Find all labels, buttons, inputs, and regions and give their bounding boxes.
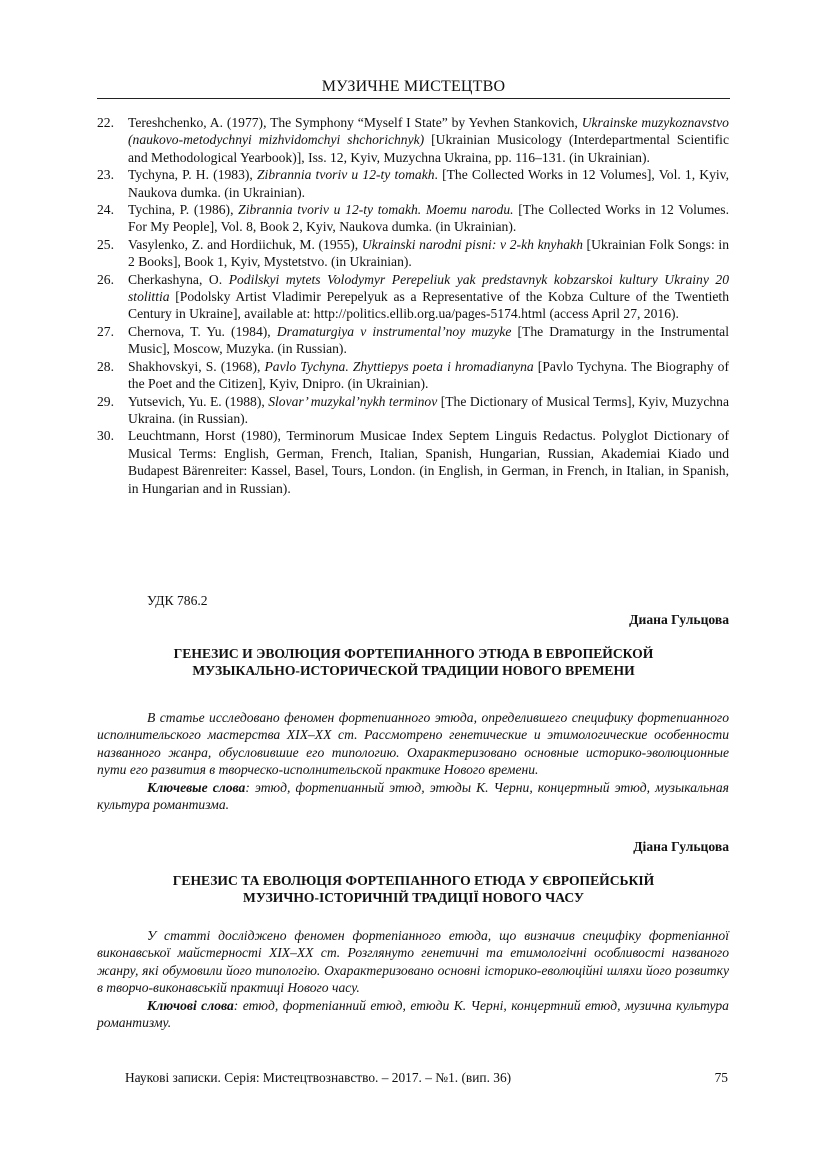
reference-text: [Pavlo Tychyna. The Biography of the Poet and the Citizen], Kyiv, Dnipro. (in Ukrainian).: [128, 358, 729, 392]
reference-text: Tereshchenko, A. (1977), The Symphony “Myself I State” by Yevhen Stankovich,: [128, 115, 582, 130]
reference-text: Tychyna, P. H. (1983),: [128, 167, 257, 183]
reference-title: Ukrainske muzykoznavstvo (naukovo-metodychnyi mizhvidomchyi shchorichnyk): [128, 115, 729, 148]
keywords-text: : этюд, фортепианный этюд, этюды К. Черни, концертный этюд, музыкальная культура романтизма.: [97, 779, 729, 813]
reference-title: Zibrannia tvoriv u 12-ty tomakh. Moemu narodu.: [238, 202, 514, 218]
page-footer: [125, 1070, 728, 1086]
abstract-ru: [97, 709, 729, 813]
journal-citation: Наукові записки. Серія: Мистецтвознавство. – 2017. – №1. (вип. 36): [125, 1070, 512, 1085]
reference-item: [97, 271, 729, 323]
reference-title: Ukrainski narodni pisni: v 2-kh knyhakh: [361, 236, 583, 252]
reference-item: [97, 393, 729, 428]
reference-item: [97, 166, 729, 201]
reference-title: Zibrannia tvoriv u 12-ty tomakh: [257, 167, 435, 183]
reference-text: . [The Collected Works in 12 Volumes], Vol. 1, Kyiv, Naukova dumka. (in Ukrainian).: [128, 167, 729, 200]
page-number: 75: [714, 1070, 728, 1085]
reference-item: [97, 323, 729, 358]
running-head: МУЗИЧНЕ МИСТЕЦТВО: [321, 78, 506, 95]
reference-text: [The Collected Works in 12 Volumes. For My People], Vol. 8, Book 2, Kyiv, Naukova dumka. (in Ukrainian).: [128, 202, 729, 235]
abstract-text: В статье исследовано феномен фортепианного этюда, определившего специфику фортепианного исполнительского мастерства XIX–XX ст. Рассмотрено генетические и этимологические особенности названного жанра, обусловившие его типологию. Охарактеризовано основные историко-эволюционные пути его развития в творческо-исполнительской практике Нового времени.: [97, 710, 729, 778]
reference-text: [The Dictionary of Musical Terms], Kyiv, Muzychna Ukraina. (in Russian).: [128, 393, 729, 426]
reference-text: Cherkashyna, O.: [128, 271, 229, 287]
reference-text: Yutsevich, Yu. E. (1988),: [128, 393, 269, 409]
title-line: ГЕНЕЗИС И ЭВОЛЮЦИЯ ФОРТЕПИАННОГО ЭТЮДА В ЕВРОПЕЙСКОЙ: [173, 646, 654, 661]
keywords-label: Ключевые слова: [147, 779, 246, 795]
reference-list: [97, 114, 729, 497]
title-line: МУЗИЧНО-ІСТОРИЧНІЙ ТРАДИЦІЇ НОВОГО ЧАСУ: [242, 890, 584, 906]
header-rule: [97, 98, 730, 99]
reference-number: 26.: [97, 271, 114, 287]
reference-text: Leuchtmann, Horst (1980), Terminorum Musicae Index Septem Linguis Redactus. Polyglot Dictionary of Musical Terms: English, German, French, Italian, Spanish, Hungarian, Russian, Akademiai Kiado und Budapest Bärenreiter: Kassel, Basel, Tours, London. (in English, in German, in French, in Italian, in Spanish, in Hungarian and in Russian).: [128, 428, 729, 496]
reference-number: 24.: [97, 202, 114, 218]
title-line: МУЗЫКАЛЬНО-ИСТОРИЧЕСКОЙ ТРАДИЦИИ НОВОГО ВРЕМЕНИ: [192, 663, 635, 679]
reference-item: [97, 201, 729, 236]
reference-text: [Ukrainian Folk Songs: in 2 Books], Book 1, Kyiv, Mystetstvo. (in Ukrainian).: [128, 236, 729, 270]
reference-number: 29.: [97, 393, 114, 409]
reference-number: 22.: [97, 115, 114, 130]
keywords-text: : етюд, фортепіанний етюд, етюди К. Черні, концертний етюд, музична культура романтизму.: [97, 997, 729, 1031]
reference-text: [Podolsky Artist Vladimir Perepelyuk as a Representative of the Kobza Culture of the Twentieth Century in Ukraine], available at: http://politics.ellib.org.ua/pages-5174.html (access April 27, 2016).: [128, 289, 729, 322]
reference-title: Pavlo Tychyna. Zhyttiepys poeta i hromadianyna: [264, 358, 534, 374]
udk-code: УДК 786.2: [147, 593, 208, 608]
reference-item: [97, 236, 729, 271]
reference-item: [97, 114, 729, 166]
article-title-ru: [97, 645, 730, 680]
reference-number: 30.: [97, 428, 114, 444]
reference-text: Chernova, T. Yu. (1984),: [128, 323, 277, 339]
reference-title: Slovar’ muzykal’nykh terminov: [268, 393, 438, 409]
reference-text: Shakhovskyi, S. (1968),: [128, 358, 265, 374]
abstract-text: У статті досліджено феномен фортепіанного етюда, що визначив специфіку фортепіанної виконавської майстерності XIX–XX ст. Розглянуто генетичні та етимологічні особливості названого жанру, які обумовили його типологію. Охарактеризовано основні історико-еволюційні шляхи його розвитку в творчо-виконавській практиці Нового часу.: [97, 928, 729, 996]
keywords-label: Ключові слова: [147, 997, 234, 1013]
reference-number: 28.: [97, 358, 114, 374]
keywords-paragraph: [97, 779, 729, 814]
author-name-uk: Діана Гульцова: [633, 839, 729, 854]
reference-title: Podilskyi mytets Volodymyr Perepeliuk yak predstavnyk kobzarskoi kultury Ukrainy 20 stolittia: [128, 271, 729, 305]
reference-text: [Ukrainian Musicology (Interdepartmental Scientific and Methodological Yearbook)], Iss. 12, Kyiv, Muzychna Ukraina, pp. 116–131. (in Ukrainian).: [128, 132, 729, 165]
title-line: ГЕНЕЗИС ТА ЕВОЛЮЦІЯ ФОРТЕПІАННОГО ЕТЮДА У ЄВРОПЕЙСЬКІЙ: [172, 873, 655, 888]
author-name-ru: Диана Гульцова: [629, 612, 729, 627]
reference-text: [The Dramaturgy in the Instrumental Music], Moscow, Muzyka. (in Russian).: [128, 323, 729, 357]
reference-item: [97, 427, 729, 497]
reference-title: Dramaturgiya v instrumental’noy muzyke: [276, 323, 512, 339]
reference-text: Vasylenko, Z. and Hordiichuk, M. (1955),: [128, 236, 362, 252]
reference-item: [97, 358, 729, 393]
reference-text: Tychina, P. (1986),: [128, 202, 239, 218]
reference-number: 27.: [97, 323, 114, 339]
reference-number: 23.: [97, 167, 114, 183]
abstract-uk: [97, 927, 729, 1031]
article-title-uk: [97, 872, 730, 907]
reference-number: 25.: [97, 236, 114, 252]
keywords-paragraph: [97, 997, 729, 1032]
